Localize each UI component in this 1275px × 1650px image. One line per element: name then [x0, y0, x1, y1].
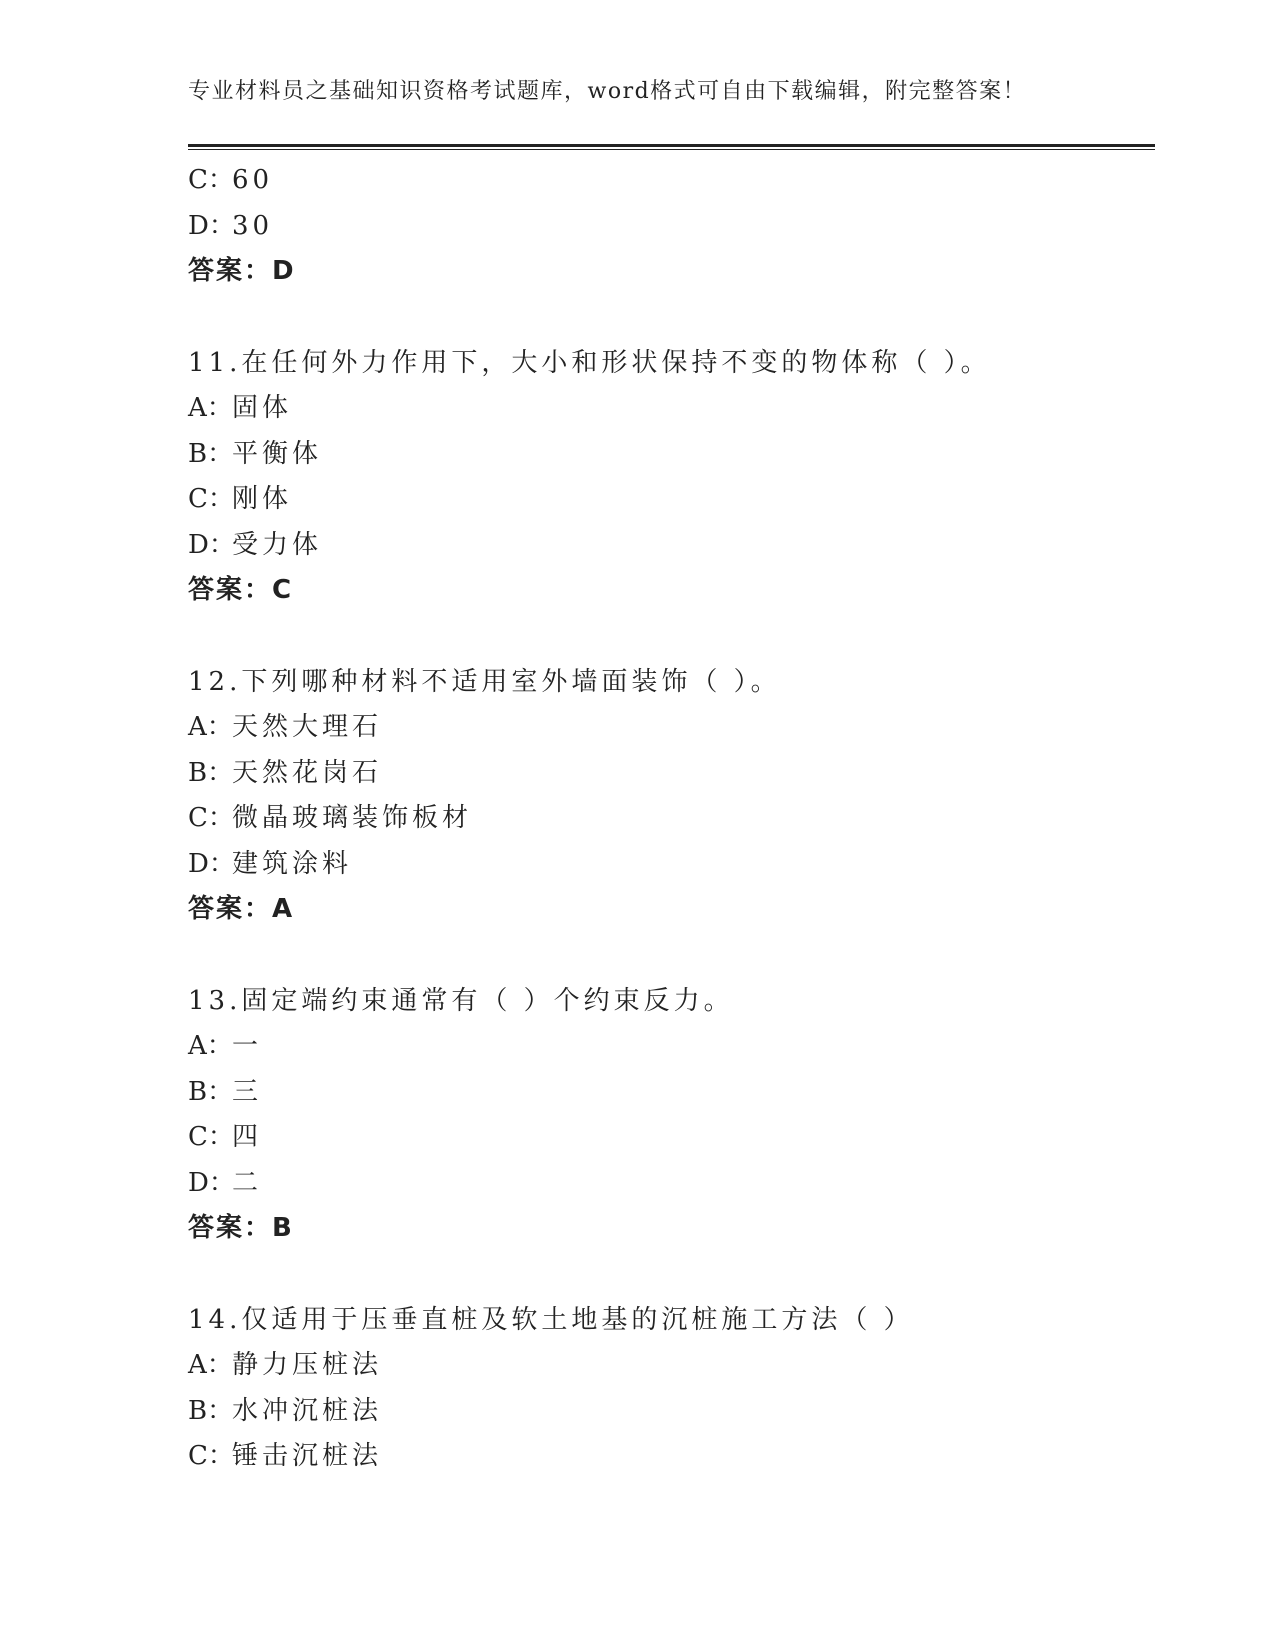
option-text: 60	[232, 165, 274, 195]
question-text: 14.仅适用于压垂直桩及软土地基的沉桩施工方法（ ）	[188, 1304, 914, 1335]
answer-line: 答案：C	[188, 575, 294, 605]
option-text: 三	[232, 1076, 263, 1107]
option-line	[188, 751, 1155, 797]
option-key: C：	[188, 484, 234, 514]
answer-line: 答案：A	[188, 894, 295, 924]
option-text: 固体	[232, 393, 293, 423]
answer-line: 答案：B	[188, 1213, 294, 1243]
header-rule-thin	[188, 149, 1155, 150]
question-text: 12.下列哪种材料不适用室外墙面装饰（ ）。	[188, 666, 781, 697]
option-line	[188, 432, 1155, 478]
option-line	[188, 1343, 1155, 1389]
option-line	[188, 1434, 1155, 1480]
option-line	[188, 1161, 1155, 1207]
option-line	[188, 204, 1155, 250]
option-key: D：	[188, 1167, 235, 1198]
option-key: A：	[188, 712, 233, 742]
option-key: C：	[188, 1441, 234, 1471]
option-text: 受力体	[232, 529, 323, 560]
option-text: 微晶玻璃装饰板材	[232, 803, 473, 833]
option-text: 一	[232, 1031, 263, 1061]
option-text: 四	[232, 1122, 263, 1152]
option-key: A：	[188, 1350, 233, 1380]
option-key: B：	[188, 1076, 234, 1107]
option-key: B：	[188, 438, 234, 469]
option-line	[188, 523, 1155, 569]
option-line	[188, 1115, 1155, 1161]
option-text: 水冲沉桩法	[232, 1395, 383, 1426]
option-key: B：	[188, 757, 234, 788]
option-key: B：	[188, 1395, 234, 1426]
option-key: D：	[188, 210, 235, 241]
question-text: 13.固定端约束通常有（ ）个约束反力。	[188, 985, 734, 1016]
question-text: 11.在任何外力作用下，大小和形状保持不变的物体称（ ）。	[188, 347, 991, 378]
option-key: D：	[188, 848, 235, 879]
option-line	[188, 842, 1155, 888]
option-key: C：	[188, 165, 234, 195]
option-line	[188, 386, 1155, 432]
option-key: D：	[188, 529, 235, 560]
question-content	[188, 158, 1155, 1480]
option-line	[188, 796, 1155, 842]
option-key: A：	[188, 393, 233, 423]
option-line	[188, 1024, 1155, 1070]
option-key: A：	[188, 1031, 233, 1061]
header-rule-thick	[188, 144, 1155, 147]
option-text: 建筑涂料	[232, 848, 353, 879]
option-key: C：	[188, 803, 234, 833]
option-text: 二	[232, 1167, 263, 1198]
option-text: 30	[232, 210, 274, 241]
option-line	[188, 1070, 1155, 1116]
option-line	[188, 158, 1155, 204]
document-header: 专业材料员之基础知识资格考试题库，word格式可自由下载编辑，附完整答案！	[188, 79, 1027, 104]
option-line	[188, 1389, 1155, 1435]
option-line	[188, 477, 1155, 523]
option-text: 天然大理石	[232, 712, 383, 742]
answer-line: 答案：D	[188, 256, 296, 286]
option-text: 天然花岗石	[232, 757, 383, 788]
option-line	[188, 705, 1155, 751]
option-text: 锤击沉桩法	[232, 1441, 383, 1471]
option-text: 静力压桩法	[232, 1350, 383, 1380]
option-key: C：	[188, 1122, 234, 1152]
option-text: 平衡体	[232, 438, 323, 469]
option-text: 刚体	[232, 484, 293, 514]
